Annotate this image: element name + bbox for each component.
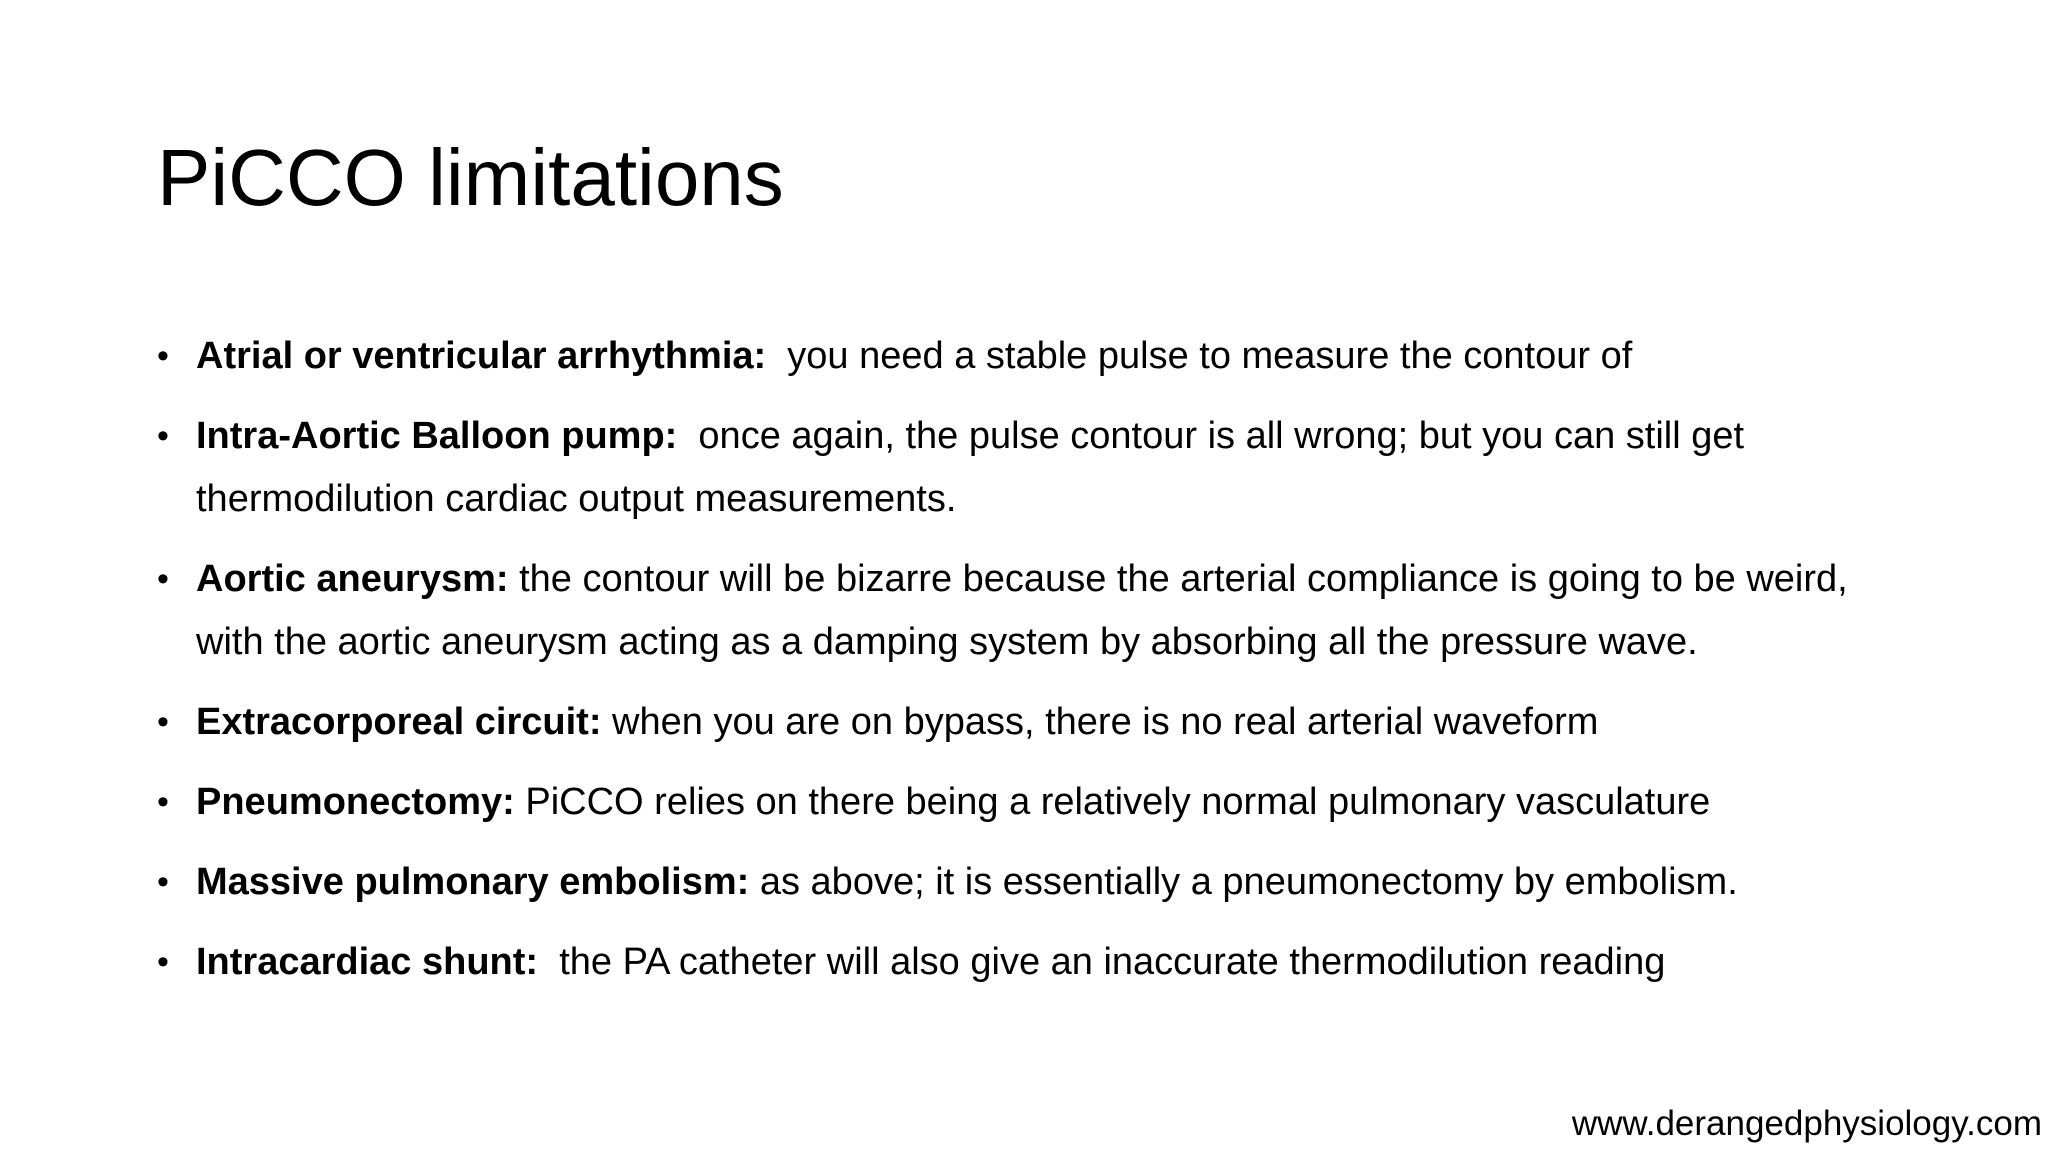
item-description: the PA catheter will also give an inaccurate thermodilution reading [538, 941, 1666, 983]
bullet-icon: • [157, 943, 169, 981]
bullet-icon: • [157, 783, 169, 821]
item-term: Extracorporeal circuit: [196, 701, 602, 743]
limitations-list [157, 325, 1917, 1011]
slide-title: PiCCO limitations [157, 133, 784, 222]
list-item-aortic-aneurysm [157, 548, 1917, 674]
bullet-icon: • [157, 560, 169, 598]
item-description: the contour will be bizarre because the arterial compliance is going to be weird, with the aortic aneurysm acting as a damping system by absorbing all the pressure wave. [196, 558, 1859, 663]
item-term: Pneumonectomy: [196, 781, 515, 823]
item-term: Massive pulmonary embolism: [196, 861, 750, 903]
list-item-balloon-pump [157, 405, 1917, 531]
item-description: as above; it is essentially a pneumonectomy by embolism. [749, 861, 1738, 903]
item-term: Atrial or ventricular arrhythmia: [196, 335, 767, 377]
list-item-extracorporeal [157, 691, 1917, 754]
bullet-icon: • [157, 417, 169, 455]
item-description: when you are on bypass, there is no real arterial waveform [601, 701, 1599, 743]
bullet-icon: • [157, 703, 169, 741]
list-item-arrhythmia [157, 325, 1917, 388]
list-item-intracardiac-shunt [157, 931, 1917, 994]
footer-website-url: www.derangedphysiology.com [1571, 1104, 2042, 1143]
item-description: you need a stable pulse to measure the contour of [766, 335, 1633, 377]
item-description: PiCCO relies on there being a relatively normal pulmonary vasculature [514, 781, 1711, 823]
bullet-icon: • [157, 863, 169, 901]
bullet-icon: • [157, 337, 169, 375]
item-description: once again, the pulse contour is all wrong; but you can still get thermodilution cardiac output measurements. [196, 415, 1755, 520]
item-term: Aortic aneurysm: [196, 558, 509, 600]
list-item-pulmonary-embolism [157, 851, 1917, 914]
item-term: Intra-Aortic Balloon pump: [196, 415, 678, 457]
list-item-pneumonectomy [157, 771, 1917, 834]
item-term: Intracardiac shunt: [196, 941, 539, 983]
